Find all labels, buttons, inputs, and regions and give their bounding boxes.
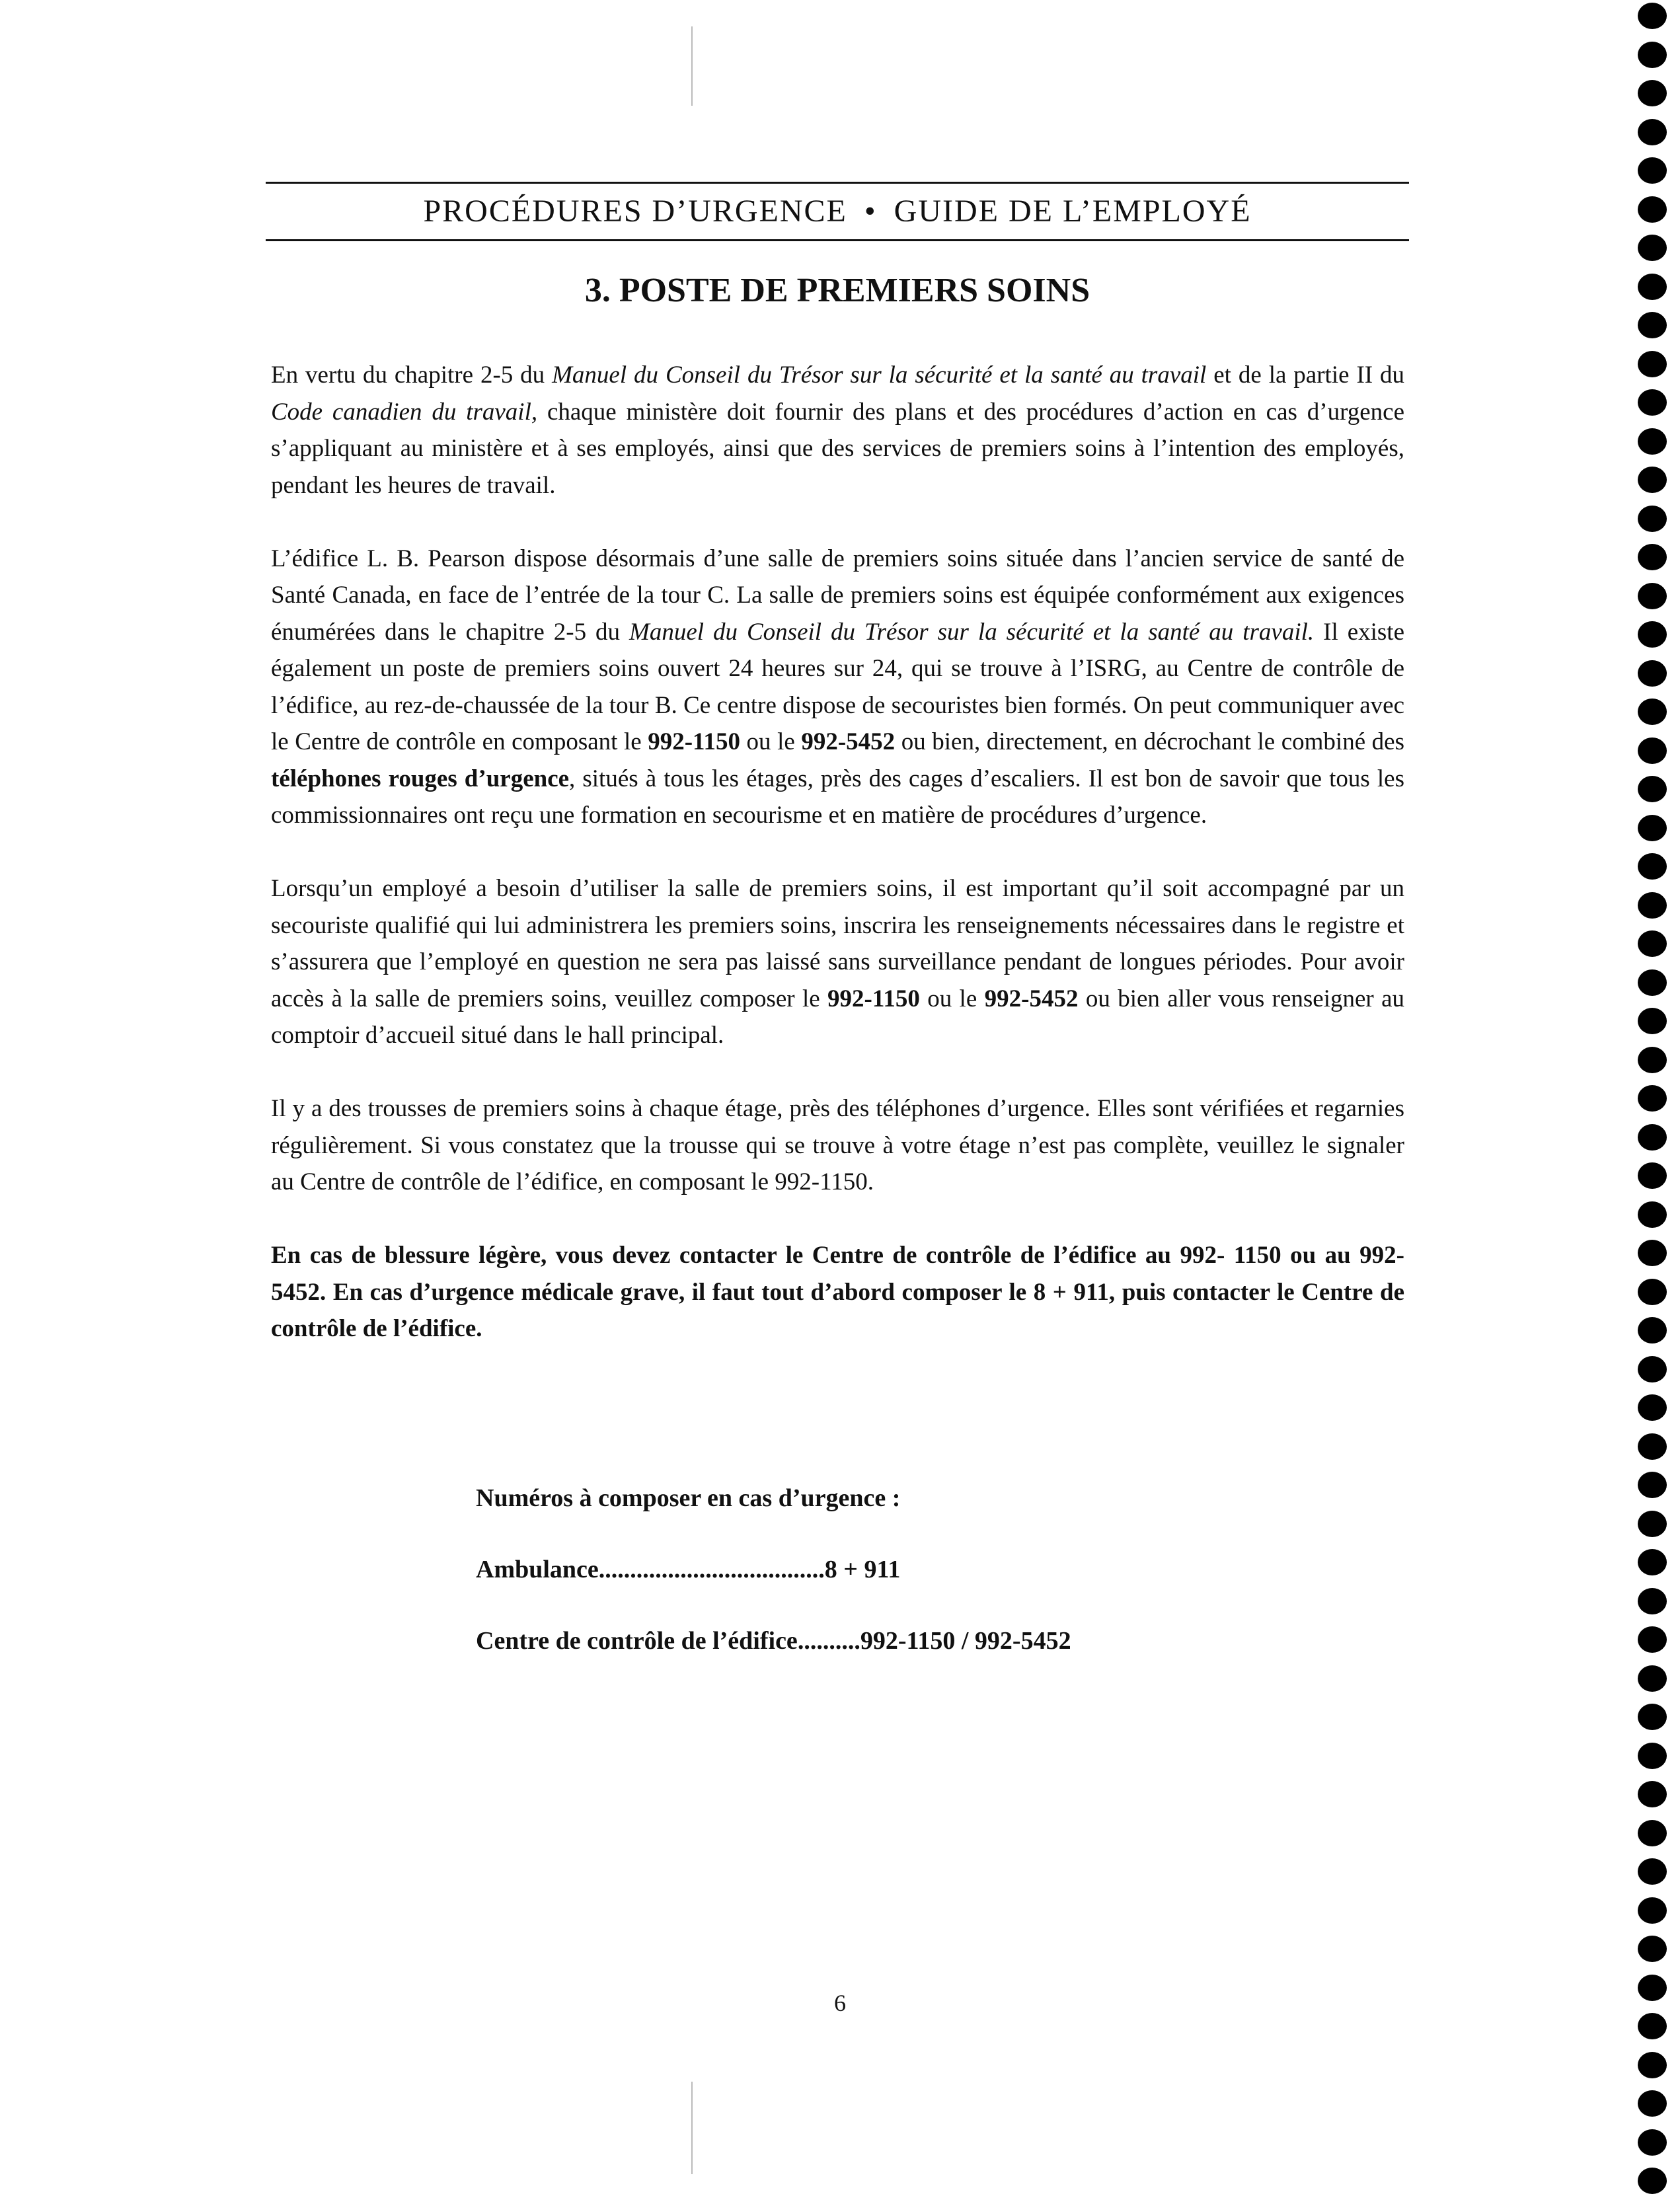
binder-hole xyxy=(1638,119,1667,145)
binder-hole xyxy=(1638,1936,1667,1962)
emergency-row-ambulance xyxy=(476,1555,1322,1584)
binder-hole xyxy=(1638,3,1667,29)
binder-hole xyxy=(1638,2090,1667,2117)
binder-hole xyxy=(1638,892,1667,919)
italic-reference: Manuel du Conseil du Trésor sur la sécurité et la santé au travail. xyxy=(629,618,1315,646)
binder-hole xyxy=(1638,157,1667,184)
binder-hole xyxy=(1638,776,1667,802)
binder-hole xyxy=(1638,2168,1667,2194)
text-run: chaque ministère doit fournir des plans et des procédures d’action en cas d’urgence s’appliquant au ministère et à ses employés, ainsi que des services de premiers soins à l’intention des employés, pendant les heures de travail. xyxy=(271,398,1404,499)
body-text xyxy=(271,357,1404,1384)
text-run: En vertu du chapitre 2-5 du xyxy=(271,361,553,389)
scan-artifact xyxy=(691,26,693,106)
paragraph-4: Il y a des trousses de premiers soins à chaque étage, près des téléphones d’urgence. Elles sont vérifiées et regarnies régulièrement. Si vous constatez que la trousse qui se trouve à votre étage n’est pas complète, veuillez le signaler au Centre de contrôle de l’édifice, en composant le 992-1150. xyxy=(271,1095,1404,1195)
binder-hole xyxy=(1638,1279,1667,1305)
row-value: 992-1150 / 992-5452 xyxy=(860,1627,1071,1655)
row-value: 8 + 911 xyxy=(824,1556,901,1583)
binder-hole xyxy=(1638,1511,1667,1537)
binder-hole xyxy=(1638,1820,1667,1846)
binder-holes xyxy=(1638,0,1668,2181)
binder-hole xyxy=(1638,1085,1667,1112)
italic-reference: Code canadien du travail, xyxy=(271,398,538,426)
header-separator: • xyxy=(864,194,877,229)
binder-hole xyxy=(1638,428,1667,455)
emergency-row-control-centre xyxy=(476,1626,1322,1655)
row-label: Ambulance xyxy=(476,1556,599,1583)
bold-term: téléphones rouges d’urgence xyxy=(271,765,570,792)
binder-hole xyxy=(1638,660,1667,687)
header-right: GUIDE DE L’EMPLOYÉ xyxy=(894,194,1252,229)
text-run: Lorsqu’un employé a besoin d’utiliser la salle de premiers soins, il est important qu’il soit accompagné par un secouriste qualifié qui lui administrera les premiers soins, inscrira les renseignements nécessaires dans le registre et s’assurera que l’employé en question ne sera pas laissé sans surveillance pendant de longues périodes. Pour avoir accès à la salle de premiers soins, veuillez composer le xyxy=(271,875,1404,1012)
text-run: ou le xyxy=(919,985,985,1012)
binder-hole xyxy=(1638,235,1667,261)
binder-hole xyxy=(1638,1549,1667,1575)
binder-hole xyxy=(1638,1356,1667,1382)
binder-hole xyxy=(1638,2129,1667,2156)
binder-hole xyxy=(1638,1743,1667,1769)
binder-hole xyxy=(1638,1781,1667,1807)
binder-hole xyxy=(1638,1008,1667,1034)
binder-hole xyxy=(1638,1047,1667,1073)
binder-hole xyxy=(1638,544,1667,570)
binder-hole xyxy=(1638,1858,1667,1885)
binder-hole xyxy=(1638,853,1667,880)
binder-hole xyxy=(1638,1240,1667,1266)
text-run: , situés à tous les étages, près des cages d’escaliers. Il est bon de savoir que tous les commissionnaires ont reçu une formation en secourisme et en matière de procédures d’urgence. xyxy=(271,765,1404,829)
binder-hole xyxy=(1638,815,1667,841)
emergency-heading: Numéros à composer en cas d’urgence : xyxy=(476,1484,901,1512)
phone-number: 992-1150 xyxy=(648,728,740,755)
binder-hole xyxy=(1638,312,1667,338)
binder-hole xyxy=(1638,1704,1667,1730)
binder-hole xyxy=(1638,1201,1667,1228)
paragraph-3 xyxy=(271,870,1404,1054)
binder-hole xyxy=(1638,1665,1667,1692)
text-run: ou bien aller vous renseigner au comptoir d’accueil situé dans le hall principal. xyxy=(271,985,1405,1049)
row-leader: .................................... xyxy=(598,1556,825,1583)
binder-hole xyxy=(1638,1897,1667,1924)
binder-hole xyxy=(1638,1394,1667,1421)
binder-hole xyxy=(1638,196,1667,223)
text-run: ou le xyxy=(740,728,802,755)
italic-reference: Manuel du Conseil du Trésor sur la sécurité et la santé au travail xyxy=(552,361,1207,389)
text-run: L’édifice L. B. Pearson dispose désormais d’une salle de premiers soins située dans l’ancien service de santé de Santé Canada, en face de l’entrée de la tour C. La salle de premiers soins est équipée conformément aux exigences énumérées dans le chapitre 2-5 du xyxy=(271,545,1404,646)
binder-hole xyxy=(1638,80,1667,106)
text-run: Il existe également un poste de premiers soins ouvert 24 heures sur 24, qui se trouve à l’ISRG, au Centre de contrôle de l’édifice, au rez-de-chaussée de la tour B. Ce centre dispose de secouristes bien formés. On peut communiquer avec le Centre de contrôle en composant le xyxy=(271,618,1405,755)
binder-hole xyxy=(1638,621,1667,648)
binder-hole xyxy=(1638,1975,1667,2001)
paragraph-2 xyxy=(271,541,1404,834)
emergency-numbers xyxy=(476,1484,1322,1698)
binder-hole xyxy=(1638,1626,1667,1653)
binder-hole xyxy=(1638,351,1667,377)
binder-hole xyxy=(1638,506,1667,532)
binder-hole xyxy=(1638,738,1667,764)
binder-hole xyxy=(1638,389,1667,416)
text-run: ou bien, directement, en décrochant le combiné des xyxy=(895,728,1404,755)
binder-hole xyxy=(1638,2013,1667,2039)
binder-hole xyxy=(1638,2052,1667,2078)
header-left: PROCÉDURES D’URGENCE xyxy=(423,194,847,229)
binder-hole xyxy=(1638,699,1667,725)
binder-hole xyxy=(1638,1124,1667,1151)
running-header xyxy=(266,182,1409,241)
binder-hole xyxy=(1638,1472,1667,1498)
page-number: 6 xyxy=(834,1990,846,2016)
binder-hole xyxy=(1638,1588,1667,1614)
paragraph-1 xyxy=(271,357,1404,504)
text-run: et de la partie II du xyxy=(1206,361,1405,389)
binder-hole xyxy=(1638,1162,1667,1189)
binder-hole xyxy=(1638,1433,1667,1460)
warning-paragraph: En cas de blessure légère, vous devez contacter le Centre de contrôle de l’édifice au 992- 1150 ou au 992-5452. En cas d’urgence médicale grave, il faut tout d’abord composer le 8 + 911, puis contacter le Centre de contrôle de l’édifice. xyxy=(271,1242,1404,1342)
binder-hole xyxy=(1638,1317,1667,1343)
phone-number: 992-5452 xyxy=(984,985,1079,1012)
binder-hole xyxy=(1638,467,1667,493)
binder-hole xyxy=(1638,42,1667,68)
section-title: 3. POSTE DE PREMIERS SOINS xyxy=(584,272,1090,309)
phone-number: 992-1150 xyxy=(827,985,920,1012)
row-leader: .......... xyxy=(797,1627,860,1655)
phone-number: 992-5452 xyxy=(801,728,896,755)
scan-artifact xyxy=(691,2082,693,2174)
row-label: Centre de contrôle de l’édifice xyxy=(476,1627,798,1655)
binder-hole xyxy=(1638,930,1667,957)
binder-hole xyxy=(1638,274,1667,300)
binder-hole xyxy=(1638,583,1667,609)
binder-hole xyxy=(1638,969,1667,996)
